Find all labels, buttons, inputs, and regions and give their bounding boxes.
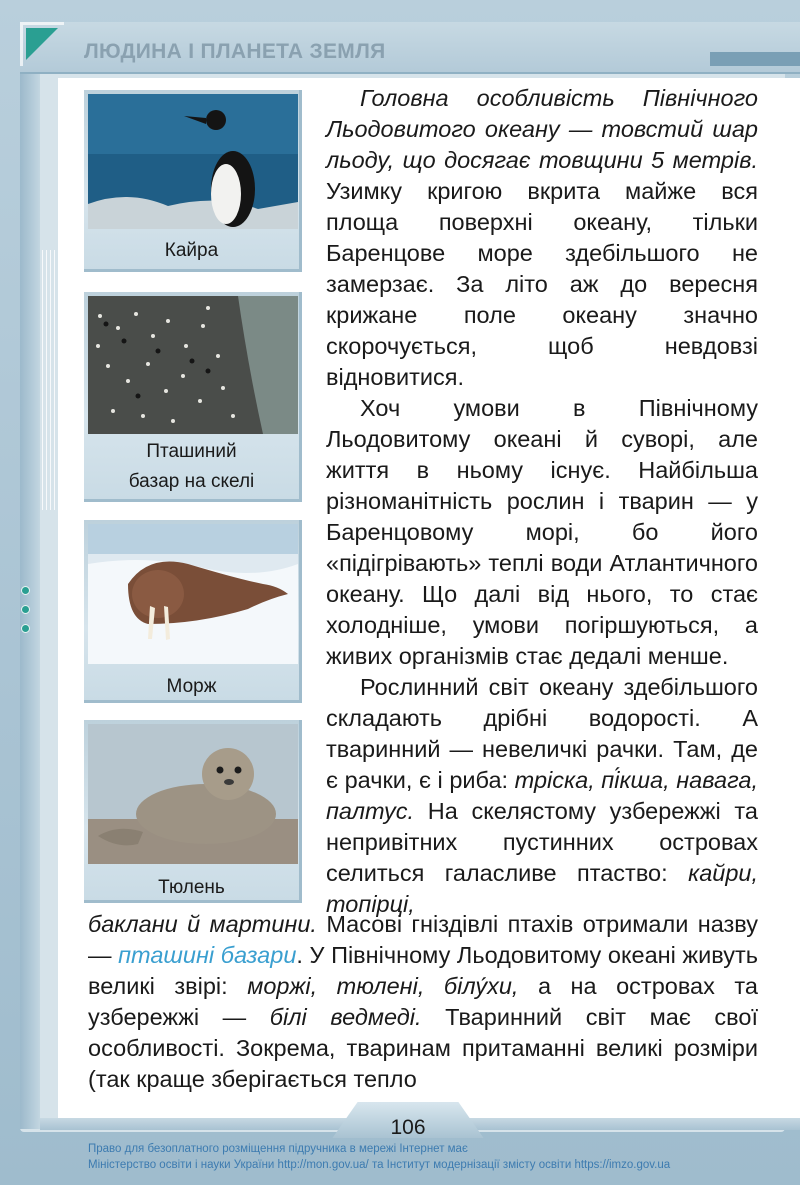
photo-card-walrus xyxy=(84,520,302,703)
key-fact: Головна особливість Північного Льодовитого океану — товстий шар льоду, що досягає товщини 5 метрів. xyxy=(326,85,758,173)
paragraph-text: Рослинний світ океану здебільшого складають дрібні водорості. А тваринний — невеличкі рачки. Там, де є рачки, є і риба: xyxy=(326,674,758,793)
footer-line: Право для безоплатного розміщення підручника в мережі Інтернет має xyxy=(88,1143,468,1155)
caption-bird-colony xyxy=(84,437,299,497)
caption-line: Пташиний xyxy=(146,441,237,462)
caption-seal: Тюлень xyxy=(158,877,225,898)
photo-card-bird-colony xyxy=(84,292,302,502)
paragraph-text: Масові гніздівлі птахів отримали назву — xyxy=(88,911,758,968)
section-title: ЛЮДИНА І ПЛАНЕТА ЗЕМЛЯ xyxy=(84,40,386,63)
footer-line: Міністерство освіти і науки України http://mon.gov.ua/ та Інститут модернізації змісту освіти https://imzo.gov.ua xyxy=(88,1159,671,1171)
term-highlight: пташині базари xyxy=(118,942,297,968)
photo-card-seal xyxy=(84,720,302,903)
paragraph-flora-fauna xyxy=(326,672,758,920)
corner-bracket xyxy=(20,22,64,66)
paragraph-text: а на островах та узбережжі — xyxy=(88,973,758,1030)
paragraph-text: Узимку кригою вкрита майже вся площа поверхні океану, тільки Баренцове море здебільшого не замерзає. За літо аж до вересня крижане поле океану значно скорочується, щоб невдовзі відновитися. xyxy=(326,178,758,390)
bird-list: кайри, топірці, xyxy=(326,860,758,917)
caption-guillemot: Кайра xyxy=(164,240,219,261)
caption-line: базар на скелі xyxy=(128,471,255,492)
page-number: 106 xyxy=(390,1116,426,1139)
text-column xyxy=(326,83,758,920)
paragraph-life: Хоч умови в Північному Льодовитому океані й суворі, але життя в ньому існує. Найбільша різноманітність рослин і тварин — у Баренцовому морі, бо його «підігрівають» теплі води Атлантичного океану. Що далі від нього, то стає холодніше, умови погіршуються, а живих організмів стає дедалі менше. xyxy=(326,395,758,669)
footer-notice xyxy=(88,1141,788,1173)
dot-icon xyxy=(21,624,30,633)
paragraph-text: Тваринний світ має свої особливості. Зокрема, тваринам притаманні великі розміри (так краще зберігається тепло xyxy=(88,1004,759,1092)
decorative-dots xyxy=(21,586,30,643)
paragraph-text: На скелястому узбережжі та непривітних пустинних островах селиться галасливе птаство: xyxy=(326,798,758,886)
caption-walrus: Морж xyxy=(166,676,217,697)
decorative-lines xyxy=(42,250,56,510)
bear-term: білі ведмеді. xyxy=(269,1004,422,1030)
dot-icon xyxy=(21,605,30,614)
photo-card-guillemot xyxy=(84,90,302,272)
dot-icon xyxy=(21,586,30,595)
walrus-photo xyxy=(88,524,298,664)
fish-list: тріска, пі́кша, навага, палтус. xyxy=(326,767,758,824)
bird-list: баклани й мартини. xyxy=(88,911,317,937)
animal-list: моржі, тюлені, білу́хи, xyxy=(247,973,519,999)
text-full-width xyxy=(88,909,758,1095)
paragraph-text: . У Північному Льодовитому океані живуть великі звірі: xyxy=(88,942,759,999)
paragraph-ice xyxy=(326,83,758,393)
seal-photo xyxy=(88,724,298,864)
guillemot-photo xyxy=(88,94,298,229)
bird-colony-photo xyxy=(88,296,298,434)
